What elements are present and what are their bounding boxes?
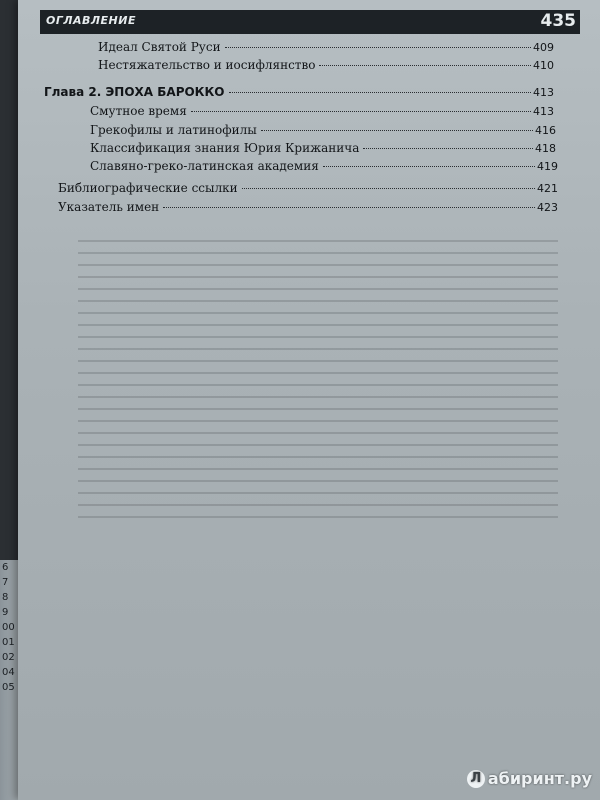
adjacent-page-number: 8 bbox=[2, 592, 9, 603]
toc-leader-dots bbox=[261, 130, 533, 131]
toc-leader-dots bbox=[319, 65, 531, 66]
toc-entry bbox=[98, 40, 554, 54]
adjacent-page-number: 6 bbox=[2, 562, 9, 573]
toc-entry-page: 416 bbox=[535, 124, 556, 137]
adjacent-page-number: 9 bbox=[2, 607, 9, 618]
toc-entry-title: Глава 2. ЭПОХА БАРОККО bbox=[44, 85, 225, 99]
adjacent-page-number: 01 bbox=[2, 637, 15, 648]
adjacent-page-number: 05 bbox=[2, 682, 15, 693]
toc-entry-page: 418 bbox=[535, 142, 556, 155]
toc-entry bbox=[90, 123, 556, 137]
toc-entry-title: Славяно-греко-латинская академия bbox=[90, 159, 319, 173]
table-of-contents bbox=[18, 0, 600, 800]
toc-entry bbox=[58, 181, 558, 195]
toc-chapter-entry bbox=[44, 85, 554, 99]
toc-entry bbox=[90, 141, 556, 155]
toc-entry-page: 413 bbox=[533, 105, 554, 118]
toc-entry bbox=[98, 58, 554, 72]
toc-entry-page: 409 bbox=[533, 41, 554, 54]
toc-leader-dots bbox=[225, 47, 531, 48]
toc-leader-dots bbox=[229, 92, 531, 93]
toc-entry-title: Указатель имен bbox=[58, 200, 160, 214]
watermark-logo-icon: Л bbox=[467, 770, 485, 788]
toc-entry-title: Грекофилы и латинофилы bbox=[90, 123, 257, 137]
toc-leader-dots bbox=[191, 111, 531, 112]
toc-entry-page: 413 bbox=[533, 86, 554, 99]
book-page bbox=[18, 0, 600, 800]
header-page-number: 435 bbox=[540, 11, 576, 31]
toc-leader-dots bbox=[163, 207, 535, 208]
watermark-text: абиринт.ру bbox=[487, 768, 592, 788]
toc-entry-page: 423 bbox=[537, 201, 558, 214]
toc-entry bbox=[90, 159, 558, 173]
site-watermark bbox=[467, 769, 592, 789]
toc-entry-title: Идеал Святой Руси bbox=[98, 40, 221, 54]
toc-leader-dots bbox=[363, 148, 533, 149]
adjacent-page-number: 7 bbox=[2, 577, 9, 588]
toc-entry-title: Нестяжательство и иосифлянство bbox=[98, 58, 316, 72]
toc-entry-page: 419 bbox=[537, 160, 558, 173]
adjacent-page-number: 02 bbox=[2, 652, 15, 663]
toc-entry-page: 410 bbox=[533, 59, 554, 72]
toc-entry-page: 421 bbox=[537, 182, 558, 195]
toc-entry-title: Библиографические ссылки bbox=[58, 181, 238, 195]
adjacent-page-number: 04 bbox=[2, 667, 15, 678]
toc-leader-dots bbox=[323, 166, 535, 167]
header-title: ОГЛАВЛЕНИЕ bbox=[46, 14, 136, 27]
adjacent-page-number: 00 bbox=[2, 622, 15, 633]
toc-entry-title: Классификация знания Юрия Крижанича bbox=[90, 141, 360, 155]
toc-leader-dots bbox=[242, 188, 535, 189]
toc-entry bbox=[90, 104, 554, 118]
toc-entry bbox=[58, 200, 558, 214]
toc-entry-title: Смутное время bbox=[90, 104, 187, 118]
